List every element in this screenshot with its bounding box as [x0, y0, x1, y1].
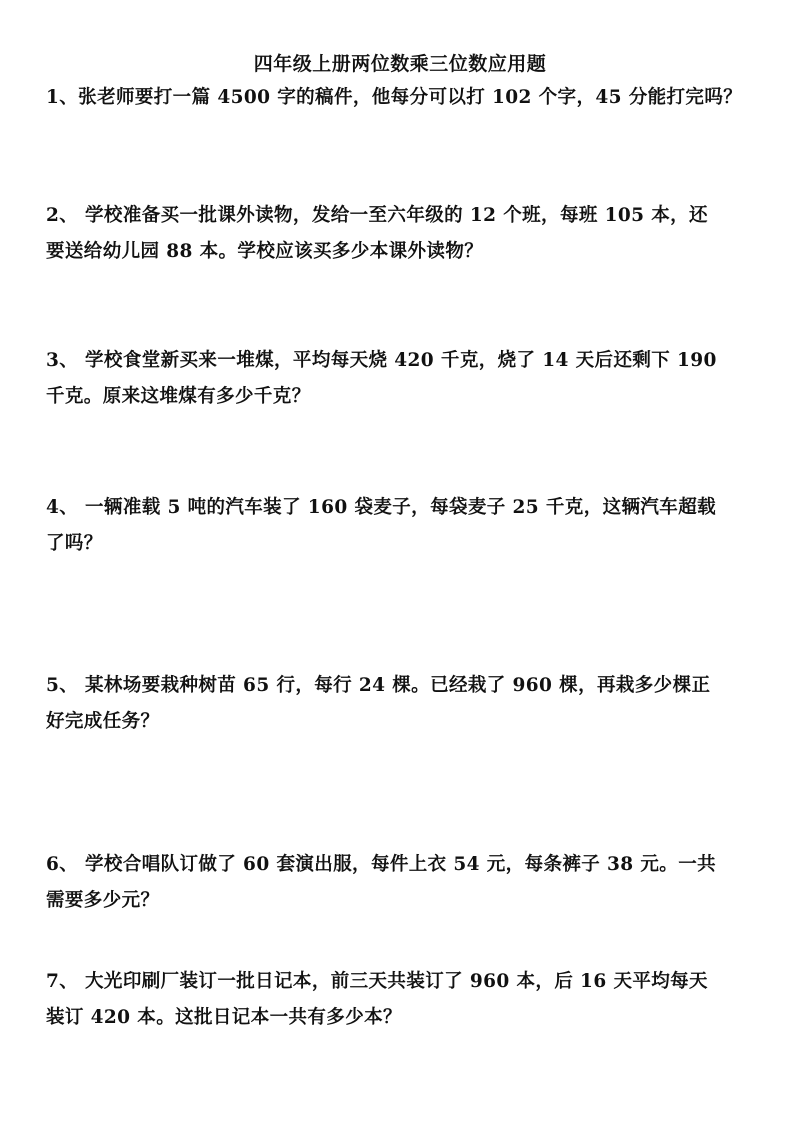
problem-2-line-2: 要送给幼儿园 88 本。学校应该买多少本课外读物？ [46, 241, 484, 262]
problem-3 [46, 343, 764, 415]
problem-6-line-2: 需要多少元？ [46, 890, 160, 911]
problem-3-line-2: 千克。原来这堆煤有多少千克？ [46, 386, 311, 407]
problem-7 [46, 964, 764, 1036]
problem-6 [46, 847, 764, 919]
problem-6-line-1: 6、 学校合唱队订做了 60 套演出服，每件上衣 54 元，每条裤子 38 元。一共 [46, 854, 716, 875]
problem-2-line-1: 2、 学校准备买一批课外读物，发给一至六年级的 12 个班，每班 105 本，还 [46, 205, 708, 226]
problem-5-line-2: 好完成任务？ [46, 711, 160, 732]
problem-1-line-1: 1、张老师要打一篇 4500 字的稿件，他每分可以打 102 个字，45 分能打完吗？ [46, 87, 743, 108]
problem-4-line-2: 了吗？ [46, 533, 103, 554]
problem-5-line-1: 5、 某林场要栽种树苗 65 行，每行 24 棵。已经栽了 960 棵，再栽多少棵正 [46, 675, 711, 696]
problem-1 [46, 80, 764, 116]
problem-3-line-1: 3、 学校食堂新买来一堆煤，平均每天烧 420 千克，烧了 14 天后还剩下 190 [46, 350, 717, 371]
page-title: 四年级上册两位数乘三位数应用题 [253, 53, 547, 75]
problem-2 [46, 198, 764, 270]
problem-5 [46, 668, 764, 740]
problem-7-line-1: 7、 大光印刷厂装订一批日记本，前三天共装订了 960 本，后 16 天平均每天 [46, 971, 708, 992]
problem-4-line-1: 4、 一辆准载 5 吨的汽车装了 160 袋麦子，每袋麦子 25 千克，这辆汽车超载 [46, 497, 716, 518]
problem-4 [46, 490, 764, 562]
problem-7-line-2: 装订 420 本。这批日记本一共有多少本？ [46, 1007, 402, 1028]
